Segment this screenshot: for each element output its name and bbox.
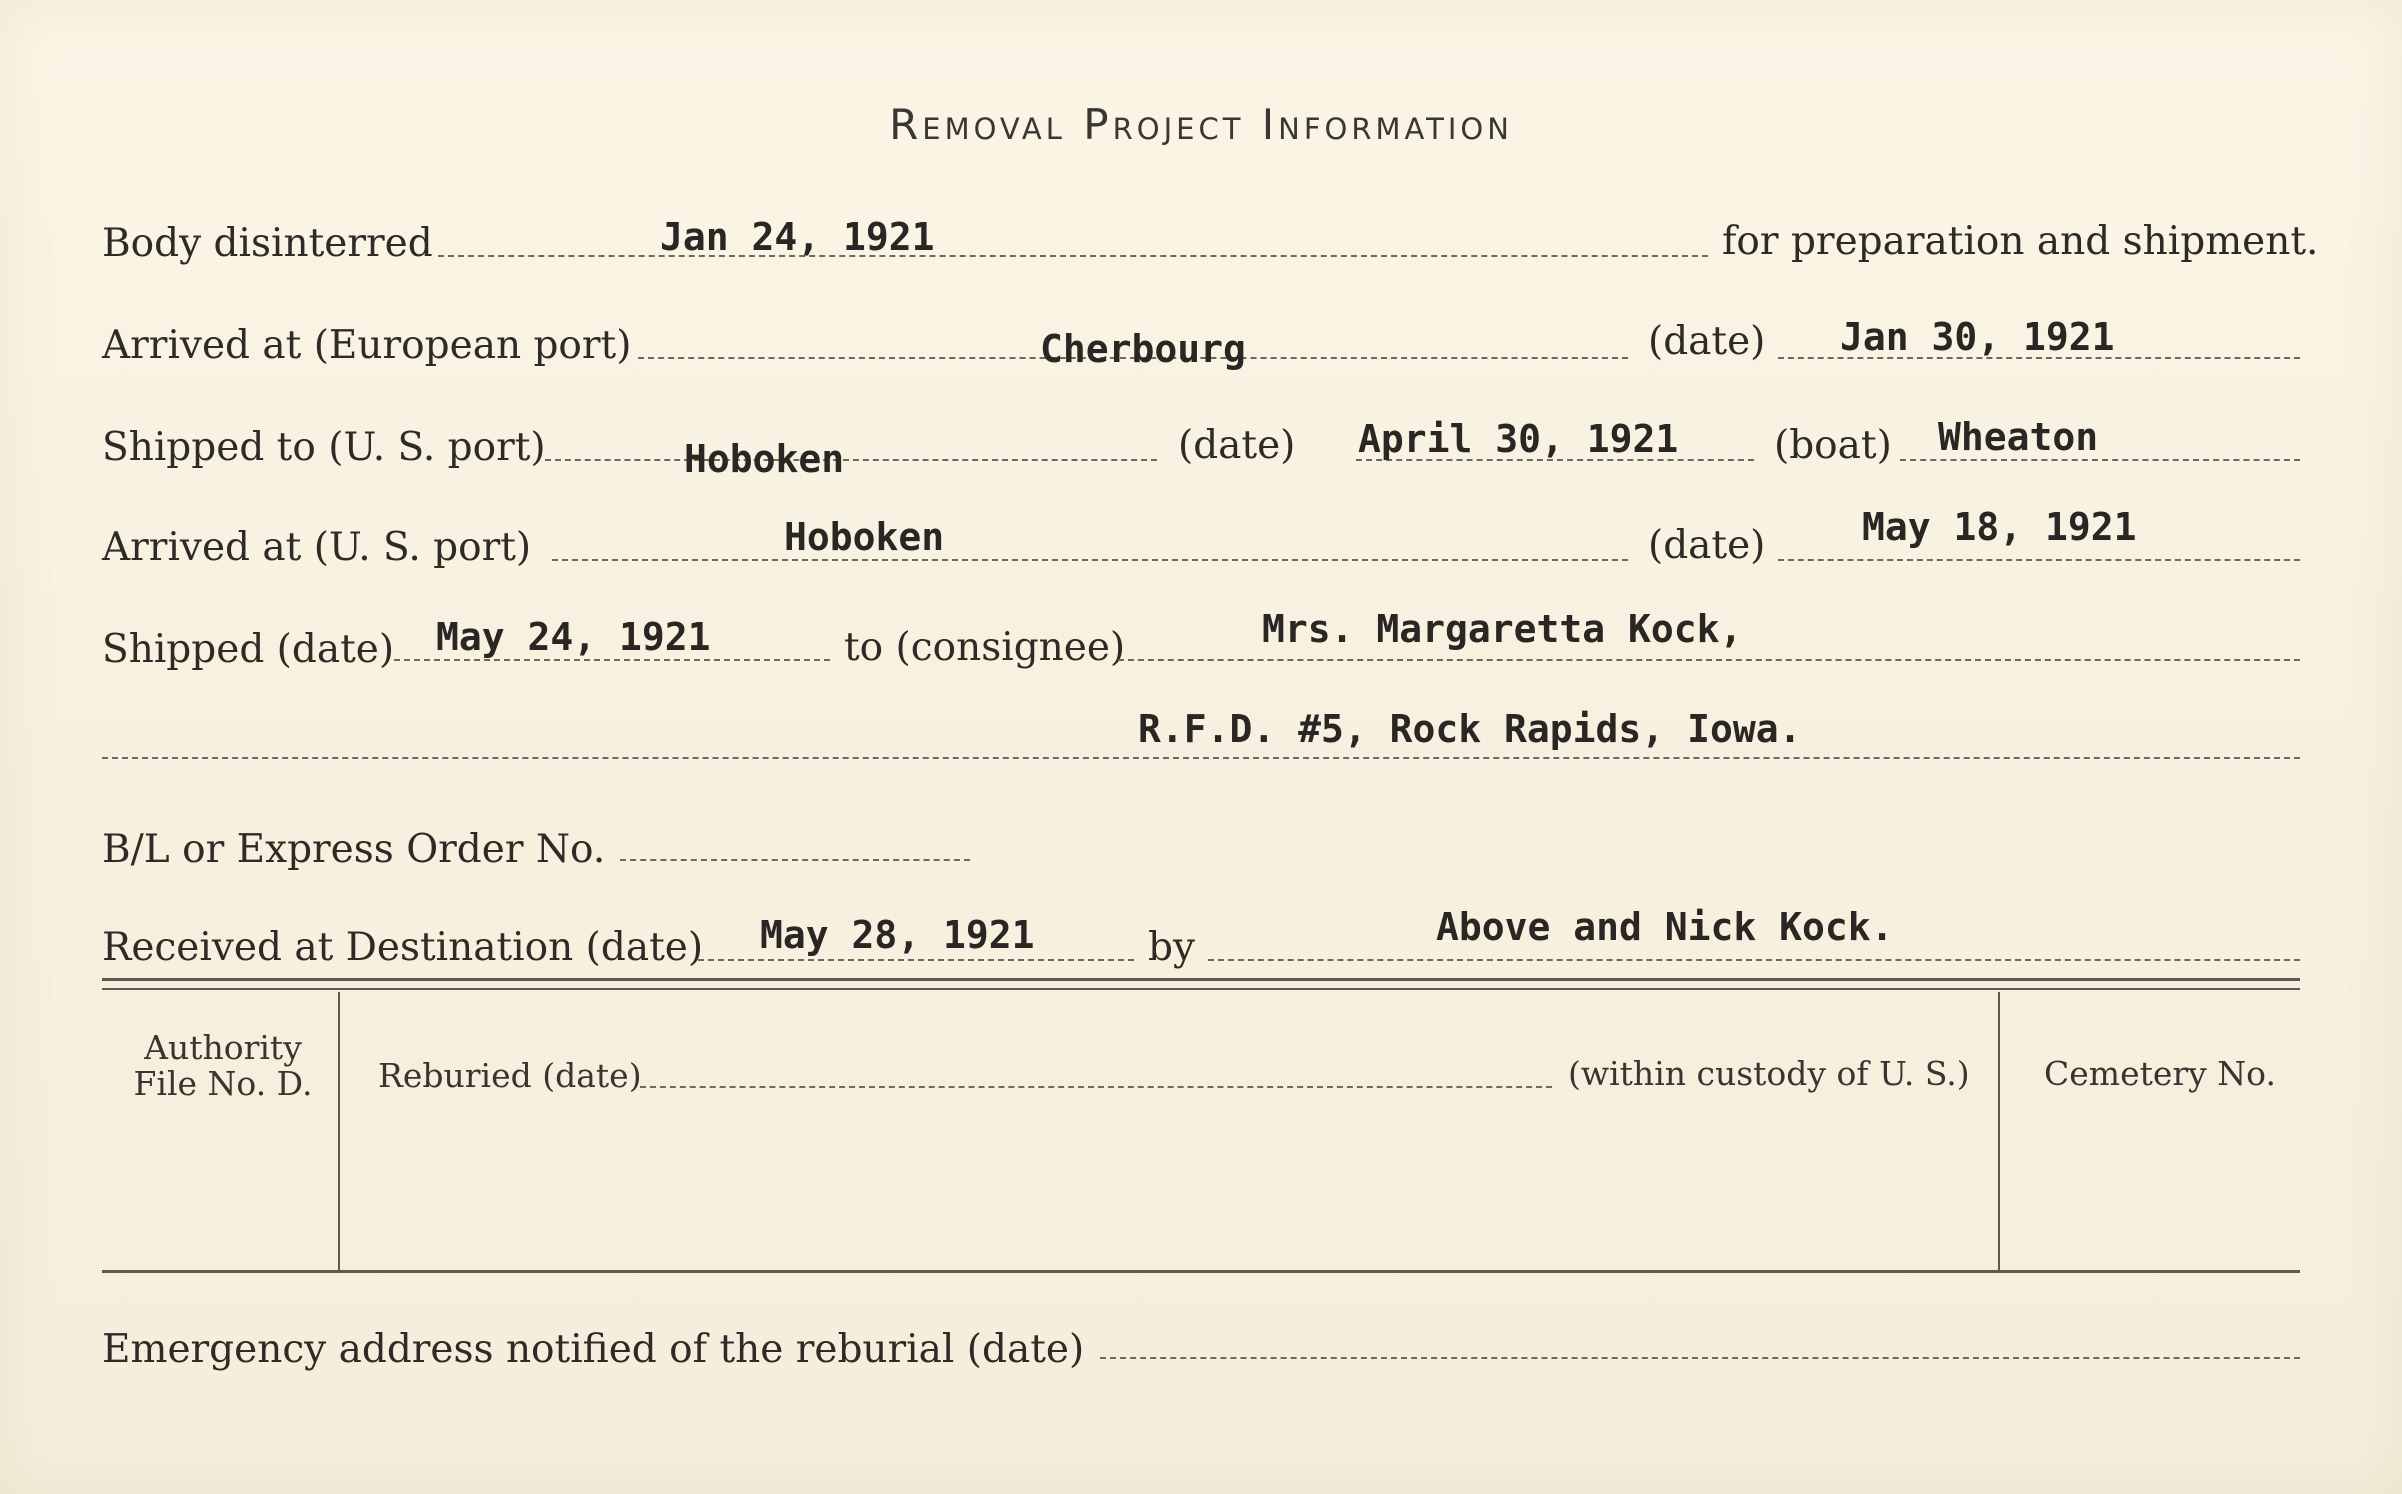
field-line-us-arrival-date bbox=[1778, 559, 2300, 561]
field-line-consignee-address bbox=[102, 757, 2300, 759]
label-shipped-us-port: Shipped to (U. S. port) bbox=[102, 425, 546, 470]
value-received-by: Above and Nick Kock. bbox=[1436, 905, 1894, 949]
label-authority-line1: Authority bbox=[144, 1028, 302, 1067]
table-bottom-rule bbox=[102, 1270, 2300, 1273]
label-reburied: Reburied (date) bbox=[378, 1056, 642, 1095]
label-arrived-us-port: Arrived at (U. S. port) bbox=[102, 525, 532, 570]
label-shipped-consignee-date: Shipped (date) bbox=[102, 627, 395, 672]
value-boat: Wheaton bbox=[1938, 415, 2099, 459]
table-top-rule-2 bbox=[102, 988, 2300, 990]
value-european-port: Cherbourg bbox=[1040, 327, 1246, 371]
label-emergency: Emergency address notified of the reburial (date) bbox=[102, 1327, 1085, 1372]
field-line-consignee-date bbox=[394, 659, 830, 661]
value-us-shipped-date: April 30, 1921 bbox=[1358, 417, 1679, 461]
value-us-port-arrived: Hoboken bbox=[784, 515, 945, 559]
label-us-arrival-date: (date) bbox=[1648, 523, 1766, 568]
value-european-arrival-date: Jan 30, 1921 bbox=[1840, 315, 2115, 359]
field-line-consignee bbox=[1118, 659, 2300, 661]
value-received-date: May 28, 1921 bbox=[760, 913, 1035, 957]
label-bl-order: B/L or Express Order No. bbox=[102, 827, 606, 872]
field-line-received-by bbox=[1208, 959, 2300, 961]
value-us-port-shipped: Hoboken bbox=[684, 437, 845, 481]
field-line-us-port-shipped bbox=[545, 459, 1157, 461]
label-received-destination: Received at Destination (date) bbox=[102, 925, 704, 970]
label-for-preparation: for preparation and shipment. bbox=[1722, 219, 2319, 264]
field-line-disinterred bbox=[438, 255, 1708, 257]
value-consignee-shipped-date: May 24, 1921 bbox=[436, 615, 711, 659]
label-boat: (boat) bbox=[1774, 423, 1892, 468]
field-line-received-date bbox=[698, 959, 1134, 961]
field-line-bl-order bbox=[620, 859, 970, 861]
field-line-emergency bbox=[1100, 1357, 2300, 1359]
table-top-rule-1 bbox=[102, 978, 2300, 981]
table-divider-left bbox=[338, 992, 340, 1270]
label-shipped-date: (date) bbox=[1178, 423, 1296, 468]
card-title: Removal Project Information bbox=[889, 100, 1513, 149]
label-arrived-european-port: Arrived at (European port) bbox=[102, 323, 632, 368]
label-within-custody: (within custody of U. S.) bbox=[1568, 1054, 1970, 1093]
label-authority-line2: File No. D. bbox=[133, 1064, 313, 1104]
label-to-consignee: to (consignee) bbox=[844, 625, 1126, 670]
table-divider-right bbox=[1998, 992, 2000, 1270]
value-us-arrival-date: May 18, 1921 bbox=[1862, 505, 2137, 549]
value-consignee-address: R.F.D. #5, Rock Rapids, Iowa. bbox=[1138, 707, 1802, 751]
label-cemetery-no: Cemetery No. bbox=[2044, 1054, 2276, 1093]
value-consignee-name: Mrs. Margaretta Kock, bbox=[1262, 607, 1743, 651]
value-disinterred-date: Jan 24, 1921 bbox=[660, 215, 935, 259]
label-by: by bbox=[1148, 925, 1195, 970]
label-body-disinterred: Body disinterred bbox=[102, 221, 433, 266]
label-authority bbox=[128, 1030, 318, 1103]
field-line-reburied bbox=[640, 1086, 1552, 1088]
field-line-boat bbox=[1900, 459, 2300, 461]
field-line-us-port-arrived bbox=[552, 559, 1628, 561]
label-european-date: (date) bbox=[1648, 319, 1766, 364]
